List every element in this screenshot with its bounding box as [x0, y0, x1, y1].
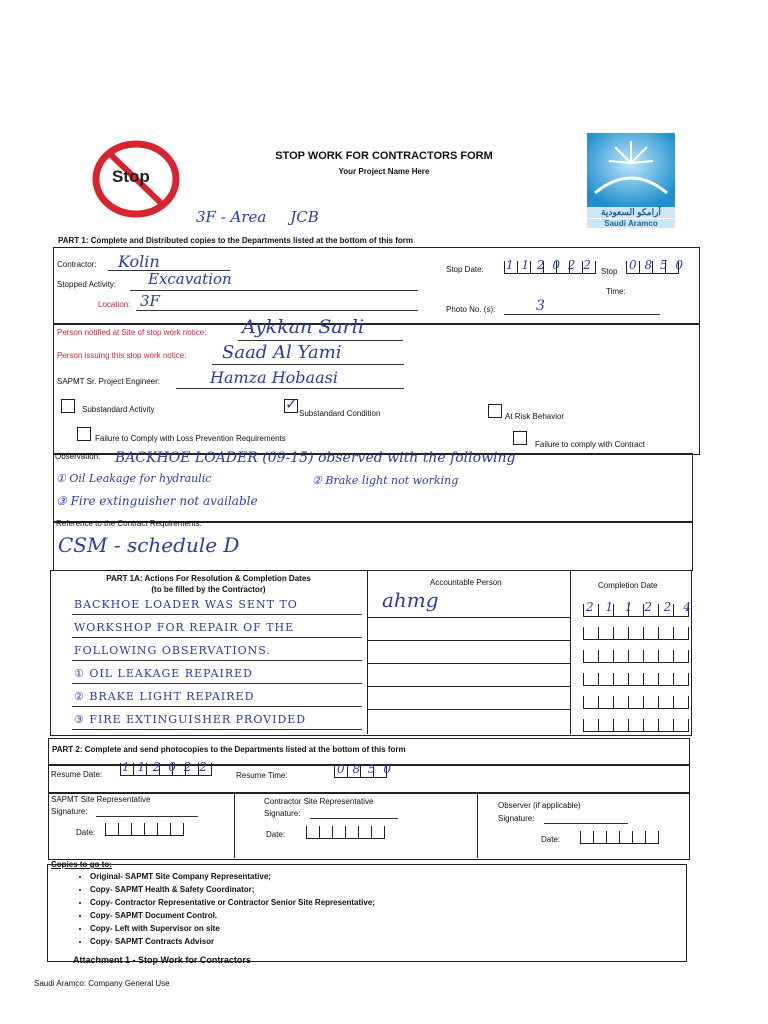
sapmt-date-label: Date:	[76, 828, 96, 837]
contractor-signature-line	[310, 818, 398, 819]
observation-line-2b: ② Brake light not working	[312, 474, 459, 487]
observer-signature-label: Signature:	[498, 814, 535, 823]
completion-date-header: Completion Date	[598, 581, 658, 590]
signatures-divider-1	[234, 792, 235, 858]
part1a-row-separator	[367, 686, 570, 687]
logo-english-text: Saudi Aramco	[587, 219, 675, 228]
contractor-label: Contractor:	[57, 260, 97, 269]
notified-value: Aykkan Sarli	[242, 316, 364, 338]
time-label: Time:	[606, 287, 626, 296]
part1a-action-text: WORKSHOP FOR REPAIR OF THE	[74, 621, 295, 634]
part1a-completion-date-boxes	[583, 673, 689, 686]
resume-date-value: 1 1 2 0 2 2	[122, 760, 209, 774]
part1a-divider-2	[570, 570, 571, 734]
part1a-completion-date-boxes	[583, 696, 689, 709]
copies-heading: Copies to go to:	[51, 860, 112, 869]
part1a-action-text: FOLLOWING OBSERVATIONS.	[74, 644, 271, 657]
stopped-activity-value: Excavation	[148, 270, 232, 288]
copies-list-item: • Copy- Contractor Representative or Contractor Senior Site Representative;	[90, 896, 375, 909]
stopped-activity-underline	[130, 290, 418, 291]
copies-list-item: • Copy- SAPMT Document Control.	[90, 909, 375, 922]
part1a-completion-date-value: 2 1 1 2 2 4	[586, 600, 695, 614]
issuing-underline	[212, 364, 404, 365]
part1a-action-underline	[72, 729, 362, 730]
contractor-date-label: Date:	[266, 830, 286, 839]
part2-heading: PART 2: Complete and send photocopies to the Departments listed at the bottom of this form	[52, 745, 406, 754]
photo-label: Photo No. (s):	[446, 305, 496, 314]
sapmt-signature-label: Signature:	[51, 807, 88, 816]
stop-time-value: 0 8 5 0	[629, 258, 685, 272]
observation-line-2a: ① Oil Leakage for hydraulic	[56, 472, 212, 485]
part1a-row-separator	[367, 640, 570, 641]
failure-lp-label: Failure to Comply with Loss Prevention Requirements	[95, 434, 286, 443]
part1a-row-separator	[367, 617, 570, 618]
logo-arabic-text: أرامكو السعودية	[587, 207, 675, 218]
at-risk-label: At Risk Behavior	[505, 412, 565, 421]
substandard-activity-label: Substandard Activity	[82, 405, 155, 414]
notified-label: Person notified at Site of stop work notice:	[57, 328, 207, 337]
notified-underline	[238, 340, 403, 341]
part1a-action-text: ② BRAKE LIGHT REPAIRED	[74, 690, 255, 703]
contractor-value: Kolin	[118, 252, 160, 271]
part1a-row-separator	[367, 663, 570, 664]
issuing-value: Saad Al Yami	[222, 342, 342, 363]
part1a-action-text: ① OIL LEAKAGE REPAIRED	[74, 667, 253, 680]
stopped-activity-label: Stopped Activity:	[57, 280, 117, 289]
contractor-rep-label: Contractor Site Representative	[264, 797, 374, 806]
checked-mark-icon: ✓	[285, 395, 298, 413]
observer-label: Observer (if applicable)	[498, 801, 581, 810]
part1a-row-separator	[367, 709, 570, 710]
stop-time-label: Stop	[601, 267, 618, 276]
part1a-heading-2: (to be filled by the Contractor)	[151, 585, 266, 594]
observer-signature-line	[544, 823, 628, 824]
signatures-divider-2	[477, 792, 478, 858]
saudi-aramco-logo	[587, 133, 675, 231]
stop-date-label: Stop Date:	[446, 265, 484, 274]
resume-time-label: Resume Time:	[236, 771, 288, 780]
part1a-accountable-signature: ahmg	[382, 588, 439, 612]
accountable-person-header: Accountable Person	[430, 578, 502, 587]
engineer-value: Hamza Hobaasi	[210, 368, 338, 387]
observation-line-3: ③ Fire extinguisher not available	[56, 494, 258, 508]
part1-heading: PART 1: Complete and Distributed copies to the Departments listed at the bottom of this form	[58, 236, 413, 245]
copies-list-item: • Copy- Left with Supervisor on site	[90, 922, 375, 935]
checkbox-substandard-activity[interactable]	[61, 399, 75, 413]
sapmt-date-boxes	[105, 823, 184, 836]
observer-date-boxes	[580, 831, 659, 844]
copies-list-item: • Copy- SAPMT Health & Safety Coordinator;	[90, 883, 375, 896]
location-value: 3F	[140, 292, 160, 310]
part1a-action-underline	[72, 660, 362, 661]
handwritten-area-note: 3F - Area JCB	[196, 208, 319, 226]
stop-date-value: 1 1 2 0 2 2	[506, 258, 593, 272]
stop-sign-text: Stop	[112, 167, 150, 186]
photo-value: 3	[536, 298, 545, 314]
part1a-action-text: BACKHOE LOADER WAS SENT TO	[74, 598, 298, 611]
observation-line-1: BACKHOE LOADER (09-15) observed with the following	[115, 450, 516, 466]
sapmt-signature-line	[96, 816, 198, 817]
checkbox-at-risk-behavior[interactable]	[488, 404, 502, 418]
part1a-action-underline	[72, 706, 362, 707]
part1a-action-underline	[72, 614, 362, 615]
classification-footer: Saudi Aramco: Company General Use	[34, 979, 170, 988]
observer-date-label: Date:	[541, 835, 561, 844]
copies-list-item: • Original- SAPMT Site Company Representative;	[90, 870, 375, 883]
form-title: STOP WORK FOR CONTRACTORS FORM	[275, 150, 493, 162]
part1a-action-underline	[72, 637, 362, 638]
reference-value: CSM - schedule D	[58, 533, 240, 557]
contractor-date-boxes	[306, 826, 385, 839]
sapmt-rep-label: SAPMT Site Representative	[51, 795, 151, 804]
part1a-action-text: ③ FIRE EXTINGUISHER PROVIDED	[74, 713, 307, 726]
resume-date-label: Resume Date:	[51, 770, 103, 779]
resume-time-value: 0 8 5 0	[337, 762, 393, 776]
part1a-action-underline	[72, 683, 362, 684]
location-label: Location:	[98, 300, 131, 309]
checkbox-failure-contract[interactable]	[513, 431, 527, 445]
copies-list-item: • Copy- SAPMT Contracts Advisor	[90, 935, 375, 948]
issuing-label: Person issuing this stop work notice:	[57, 351, 187, 360]
copies-list	[72, 870, 375, 948]
reference-label: Reference to the Contract Requirements:	[56, 519, 202, 528]
part1a-completion-date-boxes	[583, 650, 689, 663]
photo-underline	[504, 314, 660, 315]
engineer-label: SAPMT Sr. Project Engineer:	[57, 377, 161, 386]
part1a-heading-1: PART 1A: Actions For Resolution & Completion Dates	[106, 574, 311, 583]
part1a-completion-date-boxes	[583, 719, 689, 732]
part1a-completion-date-boxes	[583, 627, 689, 640]
attachment-caption: Attachment 1 - Stop Work for Contractors	[73, 955, 251, 965]
substandard-condition-label: Substandard Condition	[299, 409, 381, 418]
observation-label: Observation:	[55, 452, 101, 461]
engineer-underline	[176, 388, 404, 389]
contractor-signature-label: Signature:	[264, 809, 301, 818]
checkbox-failure-loss-prevention[interactable]	[77, 427, 91, 441]
location-underline	[136, 310, 418, 311]
form-subtitle: Your Project Name Here	[338, 167, 430, 176]
failure-contract-label: Failure to comply with Contract	[535, 440, 645, 449]
